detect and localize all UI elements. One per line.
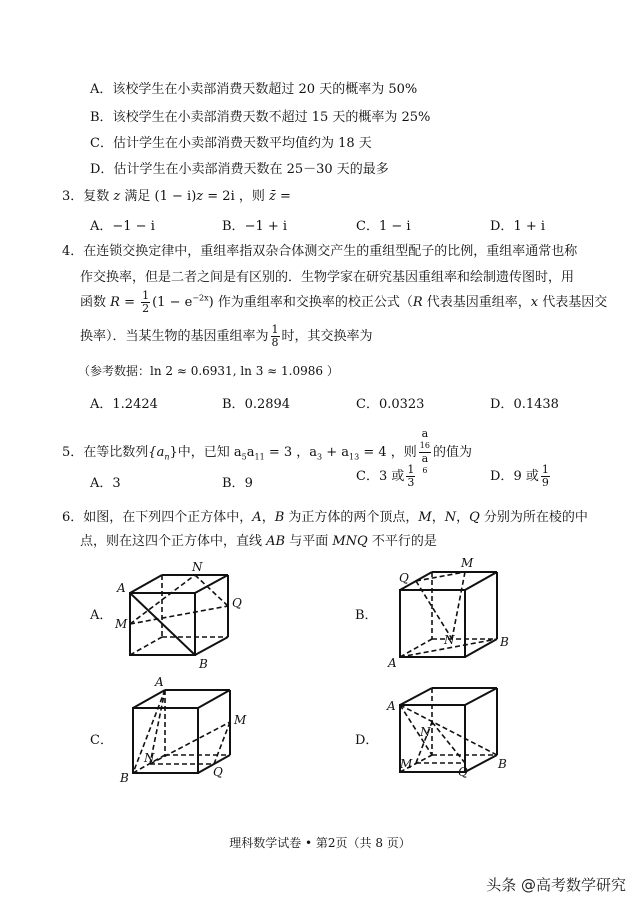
question-number: 4． [62, 244, 84, 259]
subscript: 16 [419, 441, 430, 450]
option-text: 该校学生在小卖部消费天数不超过 15 天的概率为 25% [112, 110, 431, 125]
option-letter: C． [356, 397, 379, 412]
stem-text: = [119, 295, 140, 310]
fraction-numerator: a [421, 427, 429, 440]
stem-text: = 2i ，则 [203, 189, 269, 204]
cube-c-point-a: A [155, 675, 164, 689]
cube-d-line-nq [432, 722, 465, 763]
figure-c-label: C． [90, 733, 113, 748]
stem-text: 的值为 [432, 445, 472, 460]
cube-a-point-a: A [117, 581, 126, 595]
figure-d-label: D． [355, 733, 379, 748]
cube-a-point-b: B [199, 657, 208, 671]
var-m: M [418, 510, 432, 525]
var-x: x [530, 295, 539, 310]
fraction-denominator: a [421, 452, 429, 465]
subscript: 13 [349, 452, 360, 462]
option-text: 9 或 [513, 469, 539, 484]
option-letter: B． [90, 110, 113, 125]
stem-text: 不平行的是 [367, 534, 437, 549]
stem-text: 在连锁交换定律中，重组率指双杂合体测交产生的重组型配子的比例，重组率通常也称 [83, 244, 578, 259]
figure-b-label: B． [355, 608, 378, 623]
subscript: 11 [254, 452, 265, 462]
option-letter: D． [490, 397, 514, 412]
option-letter: A． [90, 397, 113, 412]
stem-text: 在等比数列 [83, 445, 149, 460]
var-r: R [110, 295, 120, 310]
subscript: 5 [241, 452, 247, 462]
stem-text: 换率）．当某生物的基因重组率为 [80, 329, 269, 344]
option-text: 估计学生在小卖部消费天数在 25－30 天的最多 [113, 162, 389, 177]
stem-text: ， [431, 510, 445, 525]
subscript: 3 [317, 452, 323, 462]
option-text: 3 [112, 476, 121, 491]
cube-b-point-m: M [461, 556, 474, 570]
cube-d-point-q: Q [458, 765, 468, 779]
option-letter: A． [90, 219, 113, 234]
option-letter: D． [90, 162, 114, 177]
stem-text: 代表基因重组率， [422, 295, 531, 310]
cube-a-point-m: M [115, 617, 128, 631]
option-text: 1 + i [513, 219, 546, 234]
stem-text: 分别为所在棱的中 [479, 510, 588, 525]
page-footer: 理科数学试卷 • 第2页（共 8 页） [229, 836, 411, 850]
option-text: 0.1438 [513, 397, 559, 412]
cube-b-point-n: N [444, 633, 455, 647]
stem-text: 作交换率，但是二者之间是有区别的．生物学家在研究基因重组率和绘制遗传图时，用 [80, 270, 575, 285]
cube-d-point-b: B [498, 757, 507, 771]
stem-text: 点，则在这四个正方体中，直线 [80, 534, 267, 549]
var-a: A [252, 510, 262, 525]
stem-text: 如图，在下列四个正方体中， [83, 510, 253, 525]
var-r: R [412, 295, 423, 310]
watermark: 头条 @高考数学研究 [486, 876, 626, 894]
question-number: 5． [62, 445, 84, 460]
cube-a-point-q: Q [232, 596, 242, 610]
option-letter: A． [90, 82, 113, 97]
stem-text: ) [208, 295, 214, 310]
option-text: 0.2894 [244, 397, 291, 412]
subscript: n [164, 452, 170, 462]
question-number: 3． [62, 189, 84, 204]
option-letter: B． [222, 476, 245, 491]
option-text: 估计学生在小卖部消费天数平均值约为 18 天 [112, 136, 372, 151]
subscript: 6 [422, 466, 428, 475]
cube-d-line-ab [400, 705, 497, 755]
stem-text: ， [261, 510, 275, 525]
option-text: 9 [244, 476, 253, 491]
var-z: z [196, 189, 204, 204]
fraction-denominator: 9 [541, 476, 549, 489]
cube-b-point-q: Q [399, 571, 409, 585]
option-letter: C． [356, 469, 379, 484]
fraction-numerator: 1 [407, 463, 415, 476]
fraction-numerator: 1 [541, 463, 549, 476]
option-text: −1 + i [244, 219, 288, 234]
fraction-denominator: 8 [271, 336, 279, 349]
stem-text: a [246, 445, 255, 460]
stem-text: 时，其交换率为 [281, 329, 373, 344]
stem-text: = 3 ，a [264, 445, 318, 460]
cube-d-point-a: A [387, 699, 396, 713]
stem-text: 复数 [83, 189, 114, 204]
exponent: −2x [192, 293, 209, 303]
stem-text: = 4 ，则 [359, 445, 417, 460]
option-text: 该校学生在小卖部消费天数超过 20 天的概率为 50% [112, 82, 418, 97]
var-n: N [444, 510, 457, 525]
stem-text: + a [322, 445, 350, 460]
option-text: 0.0323 [378, 397, 425, 412]
stem-text: ， [456, 510, 470, 525]
var-q: Q [469, 510, 480, 525]
stem-text: 为正方体的两个顶点， [284, 510, 419, 525]
cube-c-point-b: B [120, 771, 129, 785]
stem-text: = [275, 189, 291, 204]
cube-d-edge [465, 755, 497, 772]
cube-a-point-n: N [192, 560, 203, 574]
cube-d-point-m: M [400, 757, 413, 771]
cube-c-point-m: M [234, 713, 247, 727]
question-number: 6． [62, 510, 84, 525]
option-text: −1 − i [112, 219, 155, 234]
cube-d-edge [465, 688, 497, 705]
stem-text: 作为重组率和交换率的校正公式（ [213, 295, 413, 310]
var-mnq: MNQ [332, 534, 368, 549]
stem-text: 中，已知 a [177, 445, 242, 460]
fraction-denominator: 2 [142, 302, 150, 315]
option-letter: B． [222, 397, 245, 412]
option-letter: D． [490, 469, 514, 484]
var-b: B [274, 510, 285, 525]
cube-b-point-b: B [500, 635, 509, 649]
sequence-symbol: {a [148, 445, 165, 460]
stem-text: 代表基因交 [538, 295, 608, 310]
option-letter: B． [222, 219, 245, 234]
stem-text: 函数 [80, 295, 111, 310]
stem-text: 与平面 [285, 534, 333, 549]
var-z: z [113, 189, 121, 204]
stem-text: (1 − e [152, 295, 193, 310]
fraction-numerator: 1 [271, 323, 279, 336]
option-text: 1.2424 [112, 397, 158, 412]
cube-d-point-n: N [420, 725, 431, 739]
cube-b-point-a: A [388, 656, 397, 670]
option-letter: C． [90, 136, 113, 151]
question-4-reference: （参考数据：ln 2 ≈ 0.6931, ln 3 ≈ 1.0986 ） [78, 364, 339, 378]
cube-c-point-n: N [144, 751, 155, 765]
fraction-denominator: 3 [407, 476, 415, 489]
option-letter: D． [490, 219, 514, 234]
stem-text: } [169, 445, 178, 460]
var-zbar: z̄ [269, 189, 276, 204]
cube-c-point-q: Q [213, 765, 223, 779]
stem-text: 满足 (1 − i) [120, 189, 197, 204]
cube-d-edge [400, 688, 432, 705]
option-text: 3 或 [378, 469, 405, 484]
option-letter: C． [356, 219, 379, 234]
option-letter: A． [90, 476, 113, 491]
figure-a-label: A． [90, 608, 113, 623]
fraction-numerator: 1 [142, 289, 150, 302]
var-ab: AB [266, 534, 286, 549]
option-text: 1 − i [378, 219, 411, 234]
